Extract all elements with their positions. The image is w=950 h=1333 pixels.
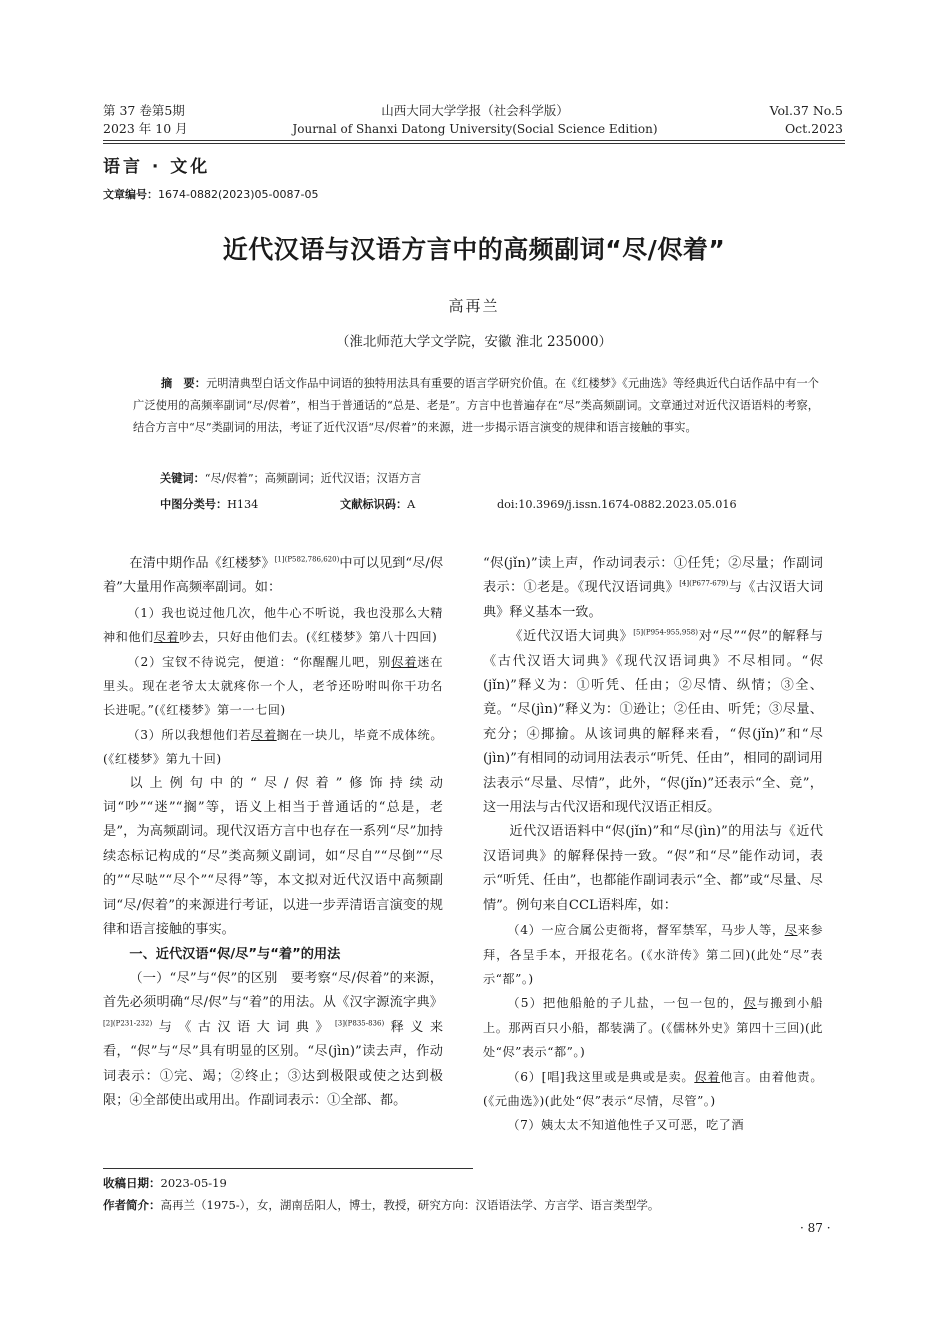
article-number — [103, 186, 318, 202]
left-para-3 — [103, 967, 443, 1113]
text: （一）“尽”与“侭”的区别 要考察“尽/侭着”的来源，首先必须明确“尽/侭”与“着”的用法。从《汉字源流字典》 — [103, 970, 443, 1011]
underlined-term: 侭 — [743, 996, 757, 1011]
text: 中可以见到“尽/侭着”大量用作高频率副词。如： — [103, 556, 443, 596]
citation: [3](P835-836) — [335, 1019, 385, 1028]
text: （6）[唱]我这里或是典或是卖。 — [507, 1069, 695, 1084]
date-cn: 2023 年 10 月 — [103, 121, 188, 136]
underlined-term: 侭着 — [694, 1069, 721, 1084]
text: 对“尽”“侭”的解释与《古代汉语大词典》《现代汉语词典》不尽相同。“侭(jǐn)”释义为：①听凭、任由；②尽情、纵情；③全、竟。“尽(jìn)”释义为：①逊让；②任由、听凭；③尽量、充分；④揶揄。从该词典的解释来看，“侭(jǐn)”和“尽(jìn)”有相同的动词用法表示“听凭、任由”，相同的副词用法表示“尽量、尽情”，此外，“侭(jǐn)”还表示“全、竟”，这一用法与古代汉语和现代汉语正相反。 — [483, 629, 823, 816]
text: 他言。由着他责。(《元曲选》)(此处“侭”表示“尽情，尽管”。) — [483, 1069, 823, 1108]
received-label: 收稿日期： — [103, 1176, 161, 1190]
citation: [5](P954-955,958) — [633, 628, 698, 637]
underlined-term: 尽着 — [153, 630, 180, 645]
author-bio-label: 作者简介： — [103, 1198, 161, 1212]
journal-name-en: Journal of Shanxi Datong University(Social Science Edition) — [292, 122, 658, 136]
author-name: 高再兰 — [448, 297, 500, 315]
example-4 — [483, 918, 823, 991]
left-para-1 — [103, 552, 443, 601]
volume-issue-en: Vol.37 No.5 — [769, 103, 843, 118]
doccode-label: 文献标识码： — [340, 498, 408, 511]
classification-row — [160, 496, 850, 512]
text: （5）把他船舱的子儿盐，一包一包的， — [507, 996, 744, 1011]
text: 搁在一块儿，毕竟不成体统。(《红楼梦》第九十回) — [103, 727, 443, 767]
text: （4）一应合属公吏衙将，督军禁军，马步人等， — [507, 923, 785, 938]
right-para-3: 近代汉语语料中“侭(jǐn)”和“尽(jìn)”的用法与《近代汉语词典》的解释保持一致。“侭”和“尽”能作动词，表示“听凭、任由”，也都能作副词表示“全、都”或“尽量、尽情”。例句来自CCL语料库，如： — [483, 824, 823, 913]
article-number-label: 文章编号： — [103, 188, 158, 201]
underlined-term: 尽着 — [251, 727, 277, 742]
example-7: （7）姨太太不知道他性子又可恶，吃了酒 — [507, 1118, 745, 1133]
footnote-rule — [103, 1168, 473, 1169]
keywords-text: “尽/侭着”；高频副词；近代汉语；汉语方言 — [204, 472, 422, 485]
received-value: 2023-05-19 — [160, 1176, 227, 1190]
received-date — [103, 1175, 227, 1191]
text: （3）所以我想他们若 — [127, 727, 252, 742]
text: （2）宝钗不待说完，便道：“你醒醒儿吧，别 — [127, 654, 392, 669]
date-en: Oct.2023 — [784, 121, 843, 136]
text: 释义来看，“侭”与“尽”具有明显的区别。“尽(jìn)”读去声，作动词表示：①完、竭；②终止；③达到极限或使之达到极限；④全部使出或用出。作副词表示：①全部、都。 — [103, 1019, 443, 1108]
clc-label: 中图分类号： — [160, 498, 228, 511]
abstract-label: 摘 要： — [161, 377, 207, 390]
author-bio — [103, 1197, 659, 1213]
text: 与《古汉语大词典》 — [152, 1019, 336, 1035]
article-number-value: 1674-0882(2023)05-0087-05 — [158, 188, 319, 201]
author-affiliation: （淮北师范大学文学院，安徽 淮北 235000） — [335, 334, 613, 350]
citation: [4](P677-679) — [679, 580, 729, 589]
header-rule — [103, 140, 845, 141]
text: 在清中期作品《红楼梦》 — [129, 556, 275, 571]
doi: doi:10.3969/j.issn.1674-0882.2023.05.016 — [497, 498, 737, 511]
underlined-term: 侭着 — [391, 654, 418, 669]
text: （1）我也说过他几次，他牛心不听说，我也没那么大精神和他们 — [103, 605, 443, 645]
left-column — [103, 552, 443, 1164]
keywords-label: 关键词： — [160, 472, 205, 485]
abstract-text: 元明清典型白话文作品中词语的独特用法具有重要的语言学研究价值。在《红楼梦》《元曲选》等经典近代白话作品中有一个广泛使用的高频率副词“尽/侭着”，相当于普通话的“总是、老是”。方言中也普遍存在“尽”类高频副词。文章通过对近代汉语语料的考察，结合方言中“尽”类副词的用法，考证了近代汉语“尽/侭着”的来源，进一步揭示语言演变的规律和语言接触的事实。 — [133, 377, 819, 434]
text: 来参拜，各呈手本，开报花名。(《水浒传》第二回)(此处“尽”表示“都”。) — [483, 923, 823, 986]
paper-title: 近代汉语与汉语方言中的高频副词“尽/侭着” — [222, 235, 726, 264]
text: 吵去，只好由他们去。(《红楼梦》第八十四回) — [179, 630, 438, 645]
example-5 — [483, 991, 823, 1064]
text: “侭(jǐn)”读上声，作动词表示：①任凭；②尽量；作副词表示：①老是。《现代汉语词典》 — [483, 556, 823, 596]
left-para-2: 以上例句中的“尽/侭着”修饰持续动词“吵”“迷”“搁”等，语义上相当于普通话的“总是，老是”，为高频副词。现代汉语方言中也存在一系列“尽”加持续态标记构成的“尽”类高频义副词，如“尽自”“尽倒”“尽的”“尽哒”“尽个”“尽得”等，本文拟对近代汉语中高频副词“尽/侭着”的来源进行考证，以进一步弄清语言演变的规律和语言接触的事实。 — [103, 775, 443, 938]
underlined-term: 尽 — [784, 923, 798, 938]
section-heading-1: 一、近代汉语“侭/尽”与“着”的用法 — [129, 946, 341, 962]
keywords — [160, 470, 421, 486]
citation: [2](P231-232) — [103, 1019, 153, 1028]
example-3 — [103, 723, 443, 772]
doccode-value: A — [407, 498, 416, 511]
citation: [1](P582,786,620) — [274, 555, 340, 564]
text: 迷在里头。现在老爷太太就疼你一个人，老爷还吩咐叫你干功名长进呢。”(《红楼梦》第一一七回) — [103, 654, 443, 718]
volume-issue-cn: 第 37 卷第5期 — [103, 103, 185, 118]
abstract — [133, 373, 819, 439]
right-para-1 — [483, 552, 823, 625]
text: 与搬到小船上。那两百只小船，都装满了。(《儒林外史》第四十三回)(此处“侭”表示“都”。) — [483, 996, 823, 1060]
header-rule-thin — [103, 143, 845, 144]
page-number: · 87 · — [800, 1221, 831, 1235]
text: 与《古汉语大词典》释义基本一致。 — [483, 580, 823, 620]
example-1 — [103, 601, 443, 650]
author-bio-text: 高再兰（1975-），女，湖南岳阳人，博士，教授，研究方向：汉语语法学、方言学、语言类型学。 — [160, 1198, 660, 1212]
right-column — [483, 552, 823, 1164]
clc-value: H134 — [227, 498, 259, 511]
example-2 — [103, 650, 443, 723]
right-para-2 — [483, 625, 823, 820]
example-6 — [483, 1065, 823, 1114]
journal-name-cn: 山西大同大学学报（社会科学版） — [381, 103, 569, 118]
text: 《近代汉语大词典》 — [509, 629, 634, 645]
section-label: 语言 · 文化 — [103, 157, 211, 177]
